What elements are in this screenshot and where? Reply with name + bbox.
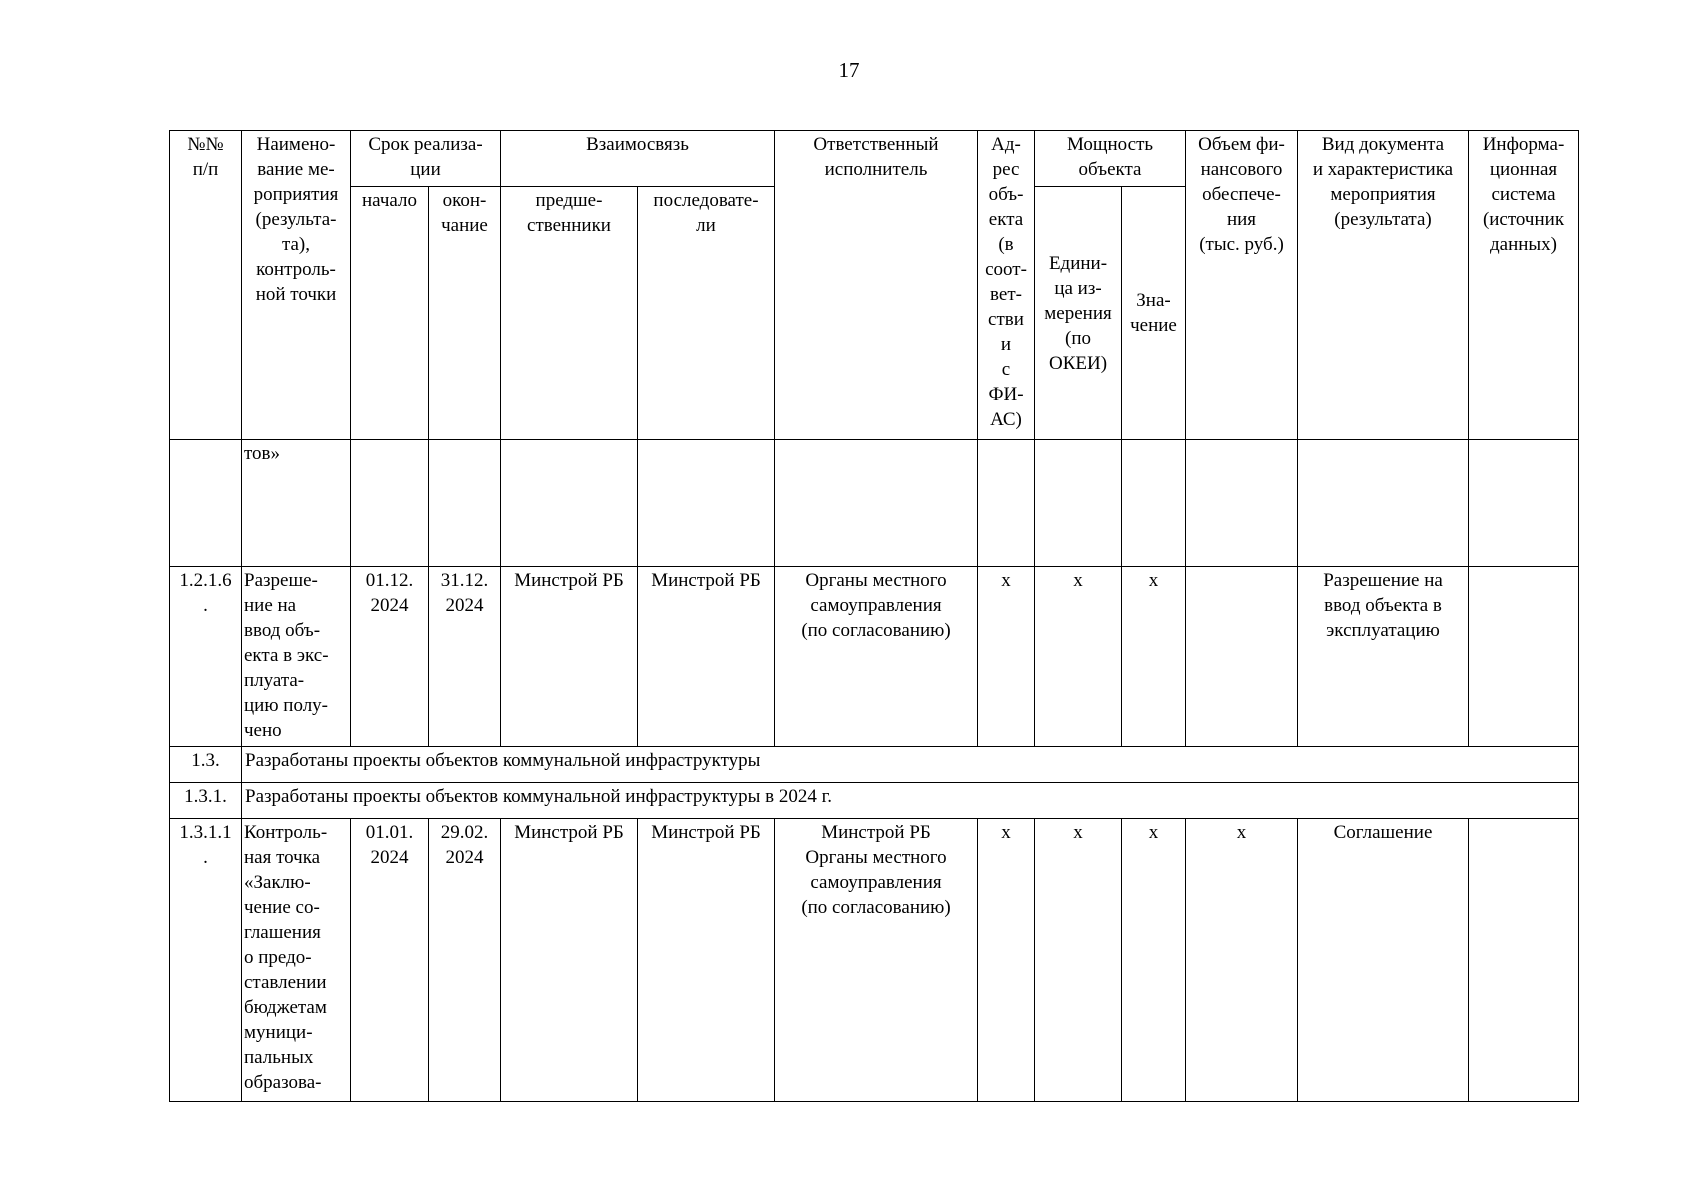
cell-num: 1.2.1.6 . <box>170 567 242 747</box>
cell-name: тов» <box>242 440 351 567</box>
header-term: Срок реализа- ции <box>351 131 501 187</box>
cell-unit: х <box>1035 819 1122 1102</box>
cell-finance: х <box>1186 819 1298 1102</box>
header-term-end: окон- чание <box>429 187 501 440</box>
header-capacity-value: Зна- чение <box>1122 187 1186 440</box>
header-link-prev: предше- ственники <box>501 187 638 440</box>
header-finance: Объем фи- нансового обеспече- ния (тыс. руб.) <box>1186 131 1298 440</box>
cell-value: х <box>1122 819 1186 1102</box>
header-term-start: начало <box>351 187 429 440</box>
cell-unit: х <box>1035 567 1122 747</box>
page-number: 17 <box>838 58 860 82</box>
cell-responsible: Органы местного самоуправления (по согласованию) <box>775 567 978 747</box>
cell-num: 1.3.1.1 . <box>170 819 242 1102</box>
section-title: Разработаны проекты объектов коммунальной инфраструктуры в 2024 г. <box>242 783 1579 819</box>
section-title: Разработаны проекты объектов коммунальной инфраструктуры <box>242 747 1579 783</box>
cell-doc-type: Разрешение на ввод объекта в эксплуатацию <box>1298 567 1469 747</box>
cell-num <box>170 440 242 567</box>
cell-responsible: Минстрой РБ Органы местного самоуправления (по согласованию) <box>775 819 978 1102</box>
cell-address: х <box>978 819 1035 1102</box>
cell-address: х <box>978 567 1035 747</box>
cell-next: Минстрой РБ <box>638 819 775 1102</box>
cell-value: х <box>1122 567 1186 747</box>
header-name: Наимено- вание ме- роприятия (результа- та), контроль- ной точки <box>242 131 351 440</box>
cell-finance <box>1186 567 1298 747</box>
cell-prev: Минстрой РБ <box>501 567 638 747</box>
cell-end: 29.02. 2024 <box>429 819 501 1102</box>
table-row <box>170 567 1579 747</box>
header-doc-type: Вид документа и характеристика мероприятия (результата) <box>1298 131 1469 440</box>
cell-start: 01.12. 2024 <box>351 567 429 747</box>
cell-name: Контроль- ная точка «Заклю- чение со- глашения о предо- ставлении бюджетам муници- пальных образова- <box>242 819 351 1102</box>
header-capacity-unit: Едини- ца из- мерения (по ОКЕИ) <box>1035 187 1122 440</box>
header-capacity: Мощность объекта <box>1035 131 1186 187</box>
cell-info-system <box>1469 819 1579 1102</box>
table-row <box>170 440 1579 567</box>
header-info-system: Информа- ционная система (источник данных) <box>1469 131 1579 440</box>
table-row <box>170 747 1579 783</box>
header-num: №№ п/п <box>170 131 242 440</box>
header-address: Ад- рес объ- екта (в соот- вет- стви и с ФИ- АС) <box>978 131 1035 440</box>
cell-name: Разреше- ние на ввод объ- екта в экс- плуата- цию полу- чено <box>242 567 351 747</box>
cell-start: 01.01. 2024 <box>351 819 429 1102</box>
cell-info-system <box>1469 567 1579 747</box>
table-row <box>170 783 1579 819</box>
table-row <box>170 819 1579 1102</box>
plan-table <box>169 130 1579 1102</box>
cell-doc-type: Соглашение <box>1298 819 1469 1102</box>
cell-next: Минстрой РБ <box>638 567 775 747</box>
cell-prev: Минстрой РБ <box>501 819 638 1102</box>
cell-num: 1.3.1. <box>170 783 242 819</box>
cell-end: 31.12. 2024 <box>429 567 501 747</box>
header-link: Взаимосвязь <box>501 131 775 187</box>
cell-num: 1.3. <box>170 747 242 783</box>
header-responsible: Ответственный исполнитель <box>775 131 978 440</box>
header-link-next: последовате- ли <box>638 187 775 440</box>
